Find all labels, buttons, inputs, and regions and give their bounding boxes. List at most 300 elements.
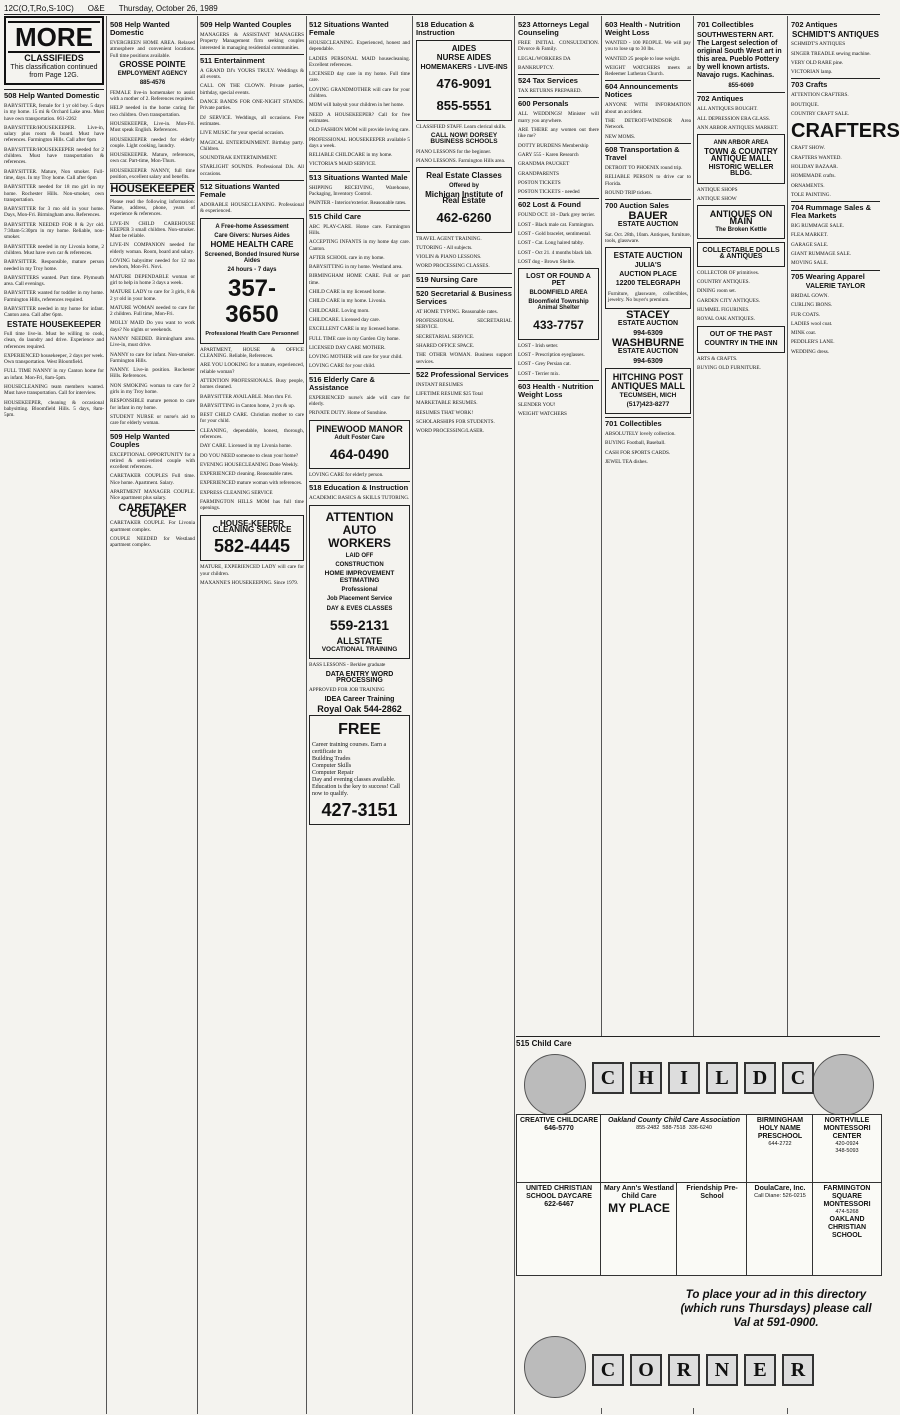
classified-ad: GIANT RUMMAGE SALE. bbox=[791, 251, 851, 258]
classified-ad: HOUSECLEANING team members wanted. Must have transportation. Call for interview. bbox=[4, 383, 104, 397]
classified-ad: CHILDCARE. Loving mom. bbox=[309, 307, 370, 314]
ad-title: AUCTION PLACE bbox=[619, 270, 677, 278]
classified-ad: VIOLIN & PIANO LESSONS. bbox=[416, 254, 482, 261]
classified-ad: POSTON TICKETS bbox=[518, 179, 561, 186]
ad-title: ANTIQUES MALL bbox=[611, 381, 685, 392]
column-rule bbox=[412, 16, 413, 1414]
classified-ad: BABYSITTER wanted for toddler in my home. Farmington Hills, references required. bbox=[4, 290, 104, 303]
section-heading: 523 Attorneys Legal Counseling bbox=[518, 20, 589, 37]
doulacare-ad bbox=[746, 1182, 814, 1276]
ad-title: Mary Ann's Westland Child Care bbox=[603, 1185, 675, 1200]
classified-ad: LIVE-IN CHILD CAREHOUSE KEEPER 3 small children. Non-smoker. Must be reliable. bbox=[110, 220, 195, 240]
section-heading: 513 Situations Wanted Male bbox=[309, 171, 410, 182]
ad-line: Computer Repair bbox=[312, 770, 354, 777]
classified-ad: COLLECTOR OF primitives. bbox=[697, 269, 760, 276]
ad-title: PINEWOOD MANOR bbox=[316, 423, 403, 434]
classified-ad: AT HOME TYPING. Reasonable rates. bbox=[416, 308, 498, 315]
ad-phone: 476-9091 bbox=[436, 75, 492, 91]
section-heading: 516 Elderly Care & Assistance bbox=[309, 373, 410, 392]
ad-line: Screened, Bonded Insured Nurse Aides bbox=[204, 251, 300, 264]
more-classifieds-promo bbox=[4, 16, 104, 85]
ad-title: NORTHVILLE MONTESSORI CENTER bbox=[823, 1117, 871, 1140]
classified-ad: RESUMES THAT WORK! bbox=[416, 409, 474, 416]
classified-ad: MAXANNE'S HOUSEKEEPING. Since 1979. bbox=[200, 579, 299, 586]
creative-childcare-ad bbox=[516, 1114, 602, 1184]
section-heading: 604 Announcements Notices bbox=[605, 80, 691, 99]
more-heading: MORE bbox=[8, 21, 100, 53]
classified-ad: ROUND TRIP tickets. bbox=[605, 189, 652, 196]
ad-title: VALERIE TAYLOR bbox=[805, 282, 866, 290]
classified-ad: WORD PROCESSING CLASSES. bbox=[416, 263, 490, 270]
ad-phone: 994-6309 bbox=[633, 329, 663, 337]
letter-block: N bbox=[706, 1354, 738, 1386]
teddy-bear-illustration bbox=[524, 1054, 586, 1116]
child-care-blocks bbox=[592, 1062, 814, 1094]
ad-title: CREATIVE CHILDCARE bbox=[519, 1117, 599, 1124]
classified-ad: BABYSITTER needed for 18 mo girl in my home. Rochester Hills. Non-smoker, own transportation. bbox=[4, 184, 104, 203]
classified-ad: PAINTER - Interior/exterior. Reasonable rates. bbox=[309, 200, 407, 207]
classified-ad: BABYSITTER AVAILABLE. Mon thru Fri. bbox=[200, 393, 293, 400]
classified-ad: LIFETIME RESUME $25 Total bbox=[416, 391, 483, 398]
ad-title: HOMEMAKERS - LIVE-INS bbox=[420, 63, 508, 71]
classified-ad: Please read the following information: Name, address, phone, years of experience & references. bbox=[110, 198, 195, 218]
classified-ad: FUR COATS. bbox=[791, 311, 821, 318]
page-header bbox=[4, 2, 880, 15]
classified-ad: BRIDAL GOWN. bbox=[791, 292, 829, 299]
ad-title: HOUSE-KEEPER CLEANING SERVICE bbox=[212, 518, 292, 534]
classified-ad: AFTER SCHOOL care in my home. bbox=[309, 254, 385, 261]
ad-phone: 357-3650 bbox=[225, 275, 279, 329]
section-heading: 704 Rummage Sales & Flea Markets bbox=[791, 201, 880, 220]
teddy-bear-illustration bbox=[812, 1054, 874, 1116]
column-7 bbox=[605, 16, 691, 1032]
column-9 bbox=[791, 16, 900, 1032]
classified-ad: ORNAMENTS. bbox=[791, 182, 825, 189]
classified-ad: MATURE LADY to care for 3 girls, 8 & 2 yr old in your home. bbox=[110, 289, 195, 302]
classified-ad: ABC PLAY-CARE. Home care. Farmington Hills. bbox=[309, 223, 410, 236]
ad-line: VOCATIONAL TRAINING bbox=[321, 646, 398, 654]
classified-ad: SCHMIDT'S ANTIQUES bbox=[791, 41, 846, 48]
classified-ad: Furniture, glassware, collectibles, jewelry. No buyer's premium. bbox=[608, 290, 688, 303]
classified-ad: Full time live-in. Must be willing to cook, clean, do laundry and drive. Experience and references required. bbox=[4, 330, 104, 350]
section-heading: 518 Education & Instruction bbox=[309, 483, 409, 493]
ad-title: WASHBURNE bbox=[611, 337, 685, 350]
classified-ad: DAY CARE. Licensed in my Livonia home. bbox=[200, 443, 292, 450]
classified-ad: NANNY NEEDED. Birmingham area. Live-in, must drive. bbox=[110, 335, 195, 349]
home-health-care-ad bbox=[200, 218, 304, 344]
classified-ad: COUPLE NEEDED for Westland apartment complex. bbox=[110, 535, 195, 549]
column-5 bbox=[416, 16, 512, 1032]
ad-line: Adult Foster Care bbox=[334, 434, 385, 441]
classified-ad: LOVING babysitter needed for 12 mo newborn, Mon-Fri. Novi. bbox=[110, 258, 195, 271]
ad-title: OAKLAND CHRISTIAN SCHOOL bbox=[827, 1215, 867, 1239]
southwestern-art-ad: SOUTHWESTERN ART. The Largest selection of original South West art in this area. Pueblo Pottery by well known artists. Navajo rugs. Kachinas. bbox=[697, 32, 782, 79]
ad-line: Job Placement Service bbox=[326, 596, 393, 603]
classified-ad: DO YOU NEED someone to clean your home? bbox=[200, 452, 299, 459]
classified-ad: NON SMOKING woman to care for 2 girls in my Troy home. bbox=[110, 382, 195, 396]
ad-title: CALL NOW! DORSEY BUSINESS SCHOOLS bbox=[430, 132, 498, 146]
classified-ad: DETROIT TO PHOENIX round trip. bbox=[605, 164, 683, 171]
ad-phone: 994-6309 bbox=[633, 357, 663, 365]
classified-ad: APARTMENT MANAGER COUPLE. Nice apartment plus salary. bbox=[110, 489, 195, 502]
classified-ad: SCHOLARSHIPS FOR STUDENTS. bbox=[416, 419, 495, 426]
classified-ad: CHILDCARE. Licensed day care. bbox=[309, 316, 381, 323]
classified-ad: NANNY. Live-in position. Rochester Hills. References. bbox=[110, 367, 195, 380]
section-heading: 520 Secretarial & Business Services bbox=[416, 288, 512, 306]
classified-ad: EXPRESS CLEANING SERVICE bbox=[200, 489, 273, 496]
letter-block: R bbox=[782, 1354, 814, 1386]
ad-title: ESTATE AUCTION bbox=[617, 320, 679, 328]
classified-ad: EVENING HOUSECLEANING Done Weekly. bbox=[200, 461, 299, 468]
classified-ad: POSTON TICKETS - needed bbox=[518, 189, 580, 196]
ad-title: NURSE AIDES bbox=[436, 53, 492, 63]
classified-ad: ATTENTION CRAFTERS. bbox=[791, 92, 849, 99]
corner-blocks bbox=[592, 1354, 814, 1386]
ad-phone: 427-3151 bbox=[321, 800, 398, 821]
classified-ad: ANYONE WITH INFORMATION about an accident. bbox=[605, 102, 691, 115]
classified-ad: CLEANING, dependable, honest, thorough, references. bbox=[200, 427, 304, 440]
ad-phone: 559-2131 bbox=[329, 616, 390, 633]
pinewood-manor-ad bbox=[309, 420, 410, 470]
section-heading: 519 Nursing Care bbox=[416, 273, 512, 284]
classified-ad: WEIGHT WATCHERS bbox=[518, 411, 567, 418]
classified-ad: LOST - Grey Persian cat. bbox=[518, 361, 571, 368]
classified-ad: BUYING Football, Baseball. bbox=[605, 440, 666, 447]
ad-title: BIRMINGHAM HOLY NAME PRESCHOOL bbox=[756, 1117, 804, 1140]
classified-ad: ANTIQUE SHOW bbox=[697, 195, 737, 202]
letter-block: I bbox=[668, 1062, 700, 1094]
classified-ad: EXCEPTIONAL OPPORTUNITY for a retired & semi-retired couple with excellent references. bbox=[110, 451, 195, 471]
classified-ad: COUNTRY CRAFT SALE. bbox=[791, 111, 850, 118]
classified-ad: LICENSED day care in my home. Full time care. bbox=[309, 71, 410, 84]
classified-ad: NANNY to care for infant. Non-smoker. Farmington Hills. bbox=[110, 351, 195, 364]
classified-ad: RELIABLE CHILDCARE in my home. bbox=[309, 152, 393, 159]
ad-line: Professional Health Care Personnel bbox=[205, 331, 299, 338]
classified-ad: ROYAL OAK ANTIQUES. bbox=[697, 316, 755, 323]
classified-ad: PEDDLER'S LANE. bbox=[791, 339, 835, 346]
westland-child-care-ad bbox=[600, 1182, 678, 1276]
classified-ad: FREE INITIAL CONSULTATION. Divorce & Family. bbox=[518, 40, 599, 53]
section-heading: 603 Health - Nutrition Weight Loss bbox=[605, 20, 681, 37]
classified-ad: ARE THERE any women out there like me? bbox=[518, 127, 599, 140]
ad-phone: 855-5551 bbox=[436, 97, 492, 113]
classified-ad: LOVING MOTHER will care for your child. bbox=[309, 354, 403, 361]
classified-ad: LIVE MUSIC for your special occasion. bbox=[200, 130, 285, 137]
country-inn-ad bbox=[697, 326, 785, 354]
classified-ad: TOLE PAINTING. bbox=[791, 191, 831, 198]
column-rule bbox=[106, 16, 107, 1414]
ad-line: LAID OFF bbox=[345, 552, 374, 559]
classified-ad: EVERGREEN HOME AREA. Relaxed atmosphere and convenient locations. Full time positions available. bbox=[110, 40, 195, 59]
classified-ad: BABYSITTING in Canton home, 2 yrs & up. bbox=[200, 402, 295, 409]
column-rule bbox=[514, 16, 515, 1414]
classified-ad: HELP needed in the home caring for two children. Own transportation. bbox=[110, 105, 195, 118]
classified-ad: ANN ARBOR ANTIQUES MARKET. bbox=[697, 124, 779, 131]
agency-phone: 885-4576 bbox=[139, 80, 166, 87]
ad-phone: 622-6467 bbox=[544, 1201, 574, 1208]
section-heading: 509 Help Wanted Couples bbox=[110, 430, 195, 449]
classified-ad: APARTMENT, HOUSE & OFFICE CLEANING. Reliable, References. bbox=[200, 346, 304, 360]
letter-block: L bbox=[706, 1062, 738, 1094]
ad-line: ANN ARBOR AREA bbox=[713, 140, 769, 147]
ad-line: A Free-home Assessment bbox=[215, 223, 289, 230]
classified-ad: ADORABLE HOUSECLEANING. Professional & experienced. bbox=[200, 202, 304, 215]
classified-ad: RELIABLE PERSON to drive car to Florida. bbox=[605, 174, 691, 187]
section-heading: 511 Entertainment bbox=[200, 54, 304, 65]
classified-ad: BABYSITTER needed in my Livonia home, 2 children. Must have own car & references. bbox=[4, 243, 104, 256]
ad-title: FARMINGTON SQUARE MONTESSORI bbox=[823, 1185, 871, 1208]
section-heading: 603 Health - Nutrition Weight Loss bbox=[518, 380, 599, 399]
ad-line: Professional bbox=[341, 586, 378, 593]
classified-ad: MATURE WOMAN needed to care for 2 children. Full time, Mon-Fri. bbox=[110, 304, 195, 318]
classified-ad: GARAGE SALE. bbox=[791, 241, 829, 248]
classified-ad: DINING room set. bbox=[697, 288, 737, 295]
classified-ad: WEIGHT WATCHERS meets at Redeemer Lutheran Church. bbox=[605, 64, 691, 78]
classified-ad: HOUSEKEEPER needed for elderly couple. Light cooking, laundry. bbox=[110, 136, 195, 149]
classified-ad: BABYSITTERS wanted. Part time. Plymouth area. Call evenings. bbox=[4, 274, 104, 288]
classified-ad: STUDENT NURSE or nurse's aid to care for elderly woman. bbox=[110, 413, 195, 427]
antiques-on-main-ad bbox=[697, 205, 785, 239]
classified-ad: LIVE-IN COMPANION needed for elderly woman. Room, board and salary. bbox=[110, 242, 195, 255]
ad-title: MY PLACE bbox=[608, 1201, 670, 1215]
classified-ad: LOST dog - Brown Sheltie. bbox=[518, 258, 576, 265]
classified-ad: BOUTIQUE. bbox=[791, 101, 819, 108]
classified-ad: ARE YOU LOOKING for a mature, experienced, reliable woman? bbox=[200, 362, 304, 375]
ad-title: Real Estate Classes bbox=[426, 171, 502, 181]
classified-ad: FULL TIME care in my Garden City home. bbox=[309, 335, 400, 342]
ad-title: DoulaCare, Inc. bbox=[754, 1185, 806, 1192]
classified-ad: SLENDER YOU! bbox=[518, 401, 556, 408]
ad-title: ESTATE AUCTION bbox=[617, 348, 679, 356]
classified-ad: WEDDING dress. bbox=[791, 348, 830, 355]
hitching-post-ad bbox=[605, 368, 691, 414]
classified-ad: FLEA MARKET. bbox=[791, 232, 828, 239]
section-heading: 512 Situations Wanted Female bbox=[309, 20, 389, 37]
directory-notice: To place your ad in this directory (which runs Thursdays) please call Val at 591-0900. bbox=[680, 1289, 872, 1329]
ad-title: HISTORIC WELLER BLDG. bbox=[708, 164, 774, 178]
classified-ad: CHILD CARE in my home. Livonia. bbox=[309, 298, 387, 305]
classified-ad: GARDEN CITY ANTIQUES. bbox=[697, 297, 761, 304]
classified-ad: ATTENTION PROFESSIONALS. Busy people, homes cleaned. bbox=[200, 377, 304, 391]
classified-ad: LOST - Oct 21. 4 months black lab. bbox=[518, 249, 593, 256]
section-heading: 600 Personals bbox=[518, 97, 599, 108]
classified-ad: LADIES wool coat. bbox=[791, 320, 833, 327]
classified-ad: LOST - Terrier mix. bbox=[518, 370, 560, 377]
classified-ad: BEST CHILD CARE. Christian mother to care for your child. bbox=[200, 412, 304, 425]
classified-ad: LOVING CARE for elderly person. bbox=[309, 472, 384, 479]
ad-line: Building Trades bbox=[312, 756, 351, 763]
classified-ad: BABYSITTING in my home. Westland area. bbox=[309, 264, 403, 271]
town-country-ad bbox=[697, 134, 785, 183]
classified-ad: ARTS & CRAFTS. bbox=[697, 356, 738, 363]
ad-phone: 464-0490 bbox=[329, 446, 390, 463]
classified-ad: BABYSITTER NEEDED FOR 8 & 2yr old. 7:30am-5:30pm in my home. Reliable, non-smoker. bbox=[4, 221, 104, 241]
ad-phone: 855-2482 bbox=[636, 1125, 660, 1131]
classified-ad: LEGAL/WORKERS DA bbox=[518, 55, 571, 62]
classified-ad: PROFESSIONAL SECRETARIAL SERVICE. bbox=[416, 318, 512, 331]
ad-phone: Royal Oak 544-2862 bbox=[317, 703, 402, 714]
ad-title: Michigan Institute of Real Estate bbox=[425, 189, 503, 206]
letter-block: H bbox=[630, 1062, 662, 1094]
classified-ad: BIG RUMMAGE SALE. bbox=[791, 223, 844, 230]
ad-phone: 582-4445 bbox=[213, 536, 291, 557]
ad-phone: 433-7757 bbox=[533, 317, 584, 332]
classified-ad: SHIPPING RECEIVING, Warehouse, Packaging, Inventory Control. bbox=[309, 184, 410, 198]
classified-ad: HOUSEKEEPER NANNY, full time position, excellent salary and benefits. bbox=[110, 167, 195, 181]
classified-ad: BASS LESSONS - Berklee graduate bbox=[309, 662, 386, 669]
holy-name-preschool-ad bbox=[746, 1114, 814, 1184]
ad-line: Offered by bbox=[448, 182, 479, 189]
ad-phone: 348-5093 bbox=[835, 1147, 859, 1154]
united-christian-ad bbox=[516, 1182, 602, 1276]
classified-ad: NEED A HOUSEKEEPER? Call for free estimates. bbox=[309, 111, 410, 124]
classified-ad: VICTORIAN lamp. bbox=[791, 69, 833, 76]
classified-ad: LICENSED DAY CARE MOTHER. bbox=[309, 344, 386, 351]
classified-ad: CARETAKER COUPLE. For Livonia apartment complex. bbox=[110, 520, 195, 533]
classified-ad: SOUNDTRAK ENTERTAINMENT. bbox=[200, 155, 278, 162]
oakland-county-ad bbox=[600, 1114, 748, 1184]
classified-ad: PRIVATE DUTY. Home of Sunshine. bbox=[309, 410, 388, 417]
classified-ad: RESPONSIBLE mature person to care for infant in my home. bbox=[110, 398, 195, 411]
classified-ad: LOVING GRANDMOTHER will care for your children. bbox=[309, 86, 410, 100]
classified-ad: ALL ANTIQUES BOUGHT. bbox=[697, 106, 758, 113]
section-heading: 512 Situations Wanted Female bbox=[200, 180, 304, 199]
column-rule bbox=[306, 16, 307, 1414]
ad-title: ATTENTION AUTO WORKERS bbox=[325, 509, 394, 550]
classified-ad: MAGICAL ENTERTAINMENT. Birthday party. Children. bbox=[200, 139, 304, 152]
ad-title: COLLECTABLE DOLLS & ANTIQUES bbox=[702, 247, 780, 261]
section-heading: 602 Lost & Found bbox=[518, 198, 599, 209]
agency-name: GROSSE POINTE bbox=[119, 59, 186, 69]
page-date: Thursday, October 26, 1989 bbox=[118, 3, 218, 13]
classified-ad: TRAVEL AGENT TRAINING. bbox=[416, 235, 482, 242]
classified-ad: GRANDPARENTS bbox=[518, 170, 560, 177]
classified-ad: VERY OLD RARE pine. bbox=[791, 59, 844, 66]
classified-ad: EXCELLENT CARE in my licensed home. bbox=[309, 326, 400, 333]
classified-ad: BABYSITTER, female for 1 yr old boy. 5 days in my home. 15 mi & Orchard Lake area. Must have own transportation. 661-2262 bbox=[4, 103, 104, 122]
ad-line: 24 hours - 7 days bbox=[227, 267, 277, 274]
free-training-ad bbox=[309, 715, 410, 825]
ad-title: HITCHING POST bbox=[612, 371, 684, 382]
classified-ad: ANTIQUE SHOPS bbox=[697, 186, 738, 193]
classified-ad: JEWEL TEA dishes. bbox=[605, 458, 648, 465]
ad-phone: 336-6240 bbox=[688, 1125, 712, 1131]
ad-title: COUNTRY IN THE INN bbox=[704, 339, 778, 347]
classified-ad: HUMMEL FIGURINES. bbox=[697, 306, 750, 313]
classified-ad: OLD FASHION MOM will provide loving care. bbox=[309, 127, 410, 134]
ad-title: SCHMIDT'S ANTIQUES bbox=[792, 30, 879, 39]
agency-type: EMPLOYMENT AGENCY bbox=[117, 71, 188, 78]
classified-ad: CLASSIFIED STAFF. Learn clerical skills. bbox=[416, 123, 507, 130]
classified-ad: ALL DEPRESSION ERA GLASS. bbox=[697, 115, 771, 122]
ad-line: TECUMSEH, MICH bbox=[619, 391, 677, 399]
classified-ad: MANAGERS & ASSISTANT MANAGERS Property Management firm seeking couples interested in managing residential communities. bbox=[200, 32, 304, 51]
ad-title: IDEA Career Training bbox=[324, 695, 395, 703]
classified-ad: PIANO LESSONS for the beginner. bbox=[416, 148, 492, 155]
letter-block: E bbox=[744, 1354, 776, 1386]
ad-title: ESTATE AUCTION bbox=[613, 251, 683, 261]
ad-title: Oakland County Child Care Association bbox=[608, 1117, 740, 1124]
northville-montessori-ad bbox=[812, 1114, 882, 1184]
ad-title: ANTIQUES ON MAIN bbox=[709, 209, 773, 226]
section-heading: 515 Child Care bbox=[309, 210, 410, 221]
ad-title: JULIA'S bbox=[634, 261, 662, 269]
section-heading: 705 Wearing Apparel bbox=[791, 270, 880, 281]
classified-ad: STARLIGHT SOUNDS. Professional DJs. All occasions. bbox=[200, 164, 304, 177]
ad-title: 12200 TELEGRAPH bbox=[615, 280, 681, 288]
column-1 bbox=[4, 16, 104, 1412]
ad-line: Computer Skills bbox=[312, 763, 352, 770]
letter-block: R bbox=[668, 1354, 700, 1386]
page-number: 12C(O,T,Ro,S-10C) bbox=[4, 3, 74, 13]
classified-ad: MOM will babysit your children in her home. bbox=[309, 102, 405, 109]
ad-line: CONSTRUCTION bbox=[335, 562, 384, 569]
classified-ad: BABYSITTER/HOUSEKEEPER. Live-in, salary plus room & board. Must have references. Farmington Hills. Call after 6pm bbox=[4, 124, 104, 144]
classified-ad: LOST - Irish setter. bbox=[518, 342, 559, 349]
classified-ad: MATURE, EXPERIENCED LADY will care for your children. bbox=[200, 564, 304, 577]
ad-title: AIDES bbox=[451, 44, 477, 53]
classified-ad: LOVING CARE for your child. bbox=[309, 363, 376, 370]
classified-ad: CASH FOR SPORTS CARDS. bbox=[605, 449, 671, 456]
ad-title: STACEY bbox=[626, 309, 670, 322]
letter-block: C bbox=[782, 1062, 814, 1094]
estate-housekeeper-heading: ESTATE HOUSEKEEPER bbox=[7, 319, 101, 329]
ad-phone: Call Diane: 526-0215 bbox=[754, 1193, 806, 1199]
classifieds-heading: CLASSIFIEDS bbox=[24, 53, 84, 63]
ad-title: ESTATE AUCTION bbox=[617, 221, 679, 229]
classified-ad: COUNTRY ANTIQUES. bbox=[697, 279, 750, 286]
ad-title: Friendship Pre-School bbox=[686, 1185, 738, 1200]
ad-phone: 474-5268 bbox=[835, 1209, 859, 1215]
lost-pet-ad bbox=[518, 268, 599, 339]
classified-ad: FEMALE live-in homemaker to assist with a mother of 2. References required. bbox=[110, 89, 195, 103]
classified-ad: LOST - Black male cat. Farmington. bbox=[518, 221, 595, 228]
classified-ad: GRANDMA PAUCKET bbox=[518, 161, 570, 168]
classified-ad: HOUSECLEANING. Experienced, honest and dependable. bbox=[309, 40, 410, 53]
classified-ad: BUYING OLD FURNITURE. bbox=[697, 365, 761, 372]
section-heading: 522 Professional Services bbox=[416, 368, 512, 379]
classified-ad: THE OTHER WOMAN. Business support services. bbox=[416, 352, 512, 365]
classified-ad: BABYSITTER. Mature, Non smoker. Full-time, days. In my Troy home. Call after 6pm bbox=[4, 168, 104, 181]
ad-title: DATA ENTRY WORD PROCESSING bbox=[325, 670, 394, 685]
caretaker-couple-heading: CARETAKER COUPLE bbox=[118, 501, 187, 520]
classified-ad: EXPERIENCED mature woman with references. bbox=[200, 480, 303, 487]
classified-ad: LOST - Prescription eyeglasses. bbox=[518, 352, 585, 359]
classified-ad: HOUSEKEEPER, Live-in. Mon-Fri. Must speak English. References. bbox=[110, 120, 195, 134]
classified-ad: CALL ON THE CLOWN. Private parties, birthday, special events. bbox=[200, 83, 304, 96]
classified-ad: HOUSEKEEPER. Mature, references, own car. Part-time, Mon-Thurs. bbox=[110, 152, 195, 165]
housekeeper-cleaning-ad bbox=[200, 515, 304, 562]
ad-phone: (517)423-8277 bbox=[626, 400, 670, 408]
section-heading: 509 Help Wanted Couples bbox=[200, 20, 292, 29]
classified-ad: PROFESSIONAL HOUSEKEEPER available 5 days a week. bbox=[309, 136, 410, 149]
classified-ad: SINGER TREADLE sewing machine. bbox=[791, 50, 871, 57]
nurse-aides-ad bbox=[416, 40, 512, 121]
letter-block: O bbox=[630, 1354, 662, 1386]
classified-ad: CRAFT SHOW. bbox=[791, 145, 826, 152]
continued-note: This classification continued from Page 12G. bbox=[10, 64, 98, 79]
classified-ad: PIANO LESSONS. Farmington Hills area. bbox=[416, 158, 506, 165]
section-heading: 700 Auction Sales bbox=[605, 199, 691, 210]
ad-title: TOWN & COUNTRY ANTIQUE MALL bbox=[704, 147, 778, 163]
classified-ad: TAX RETURNS PREPARED. bbox=[518, 88, 582, 95]
classified-ad: MINK coat. bbox=[791, 330, 817, 337]
classified-ad: BABYSITTER for 3 mo old in your home. Days, Mon-Fri. Birmingham area. References. bbox=[4, 206, 104, 219]
section-heading: 703 Crafts bbox=[791, 78, 880, 89]
classified-ad: LOST - Cat. Long haired tabby. bbox=[518, 240, 584, 247]
classified-ad: BABYSITTER needed in my home for infant. Canton area. Call after 6pm. bbox=[4, 306, 104, 319]
real-estate-classes-ad bbox=[416, 167, 512, 232]
